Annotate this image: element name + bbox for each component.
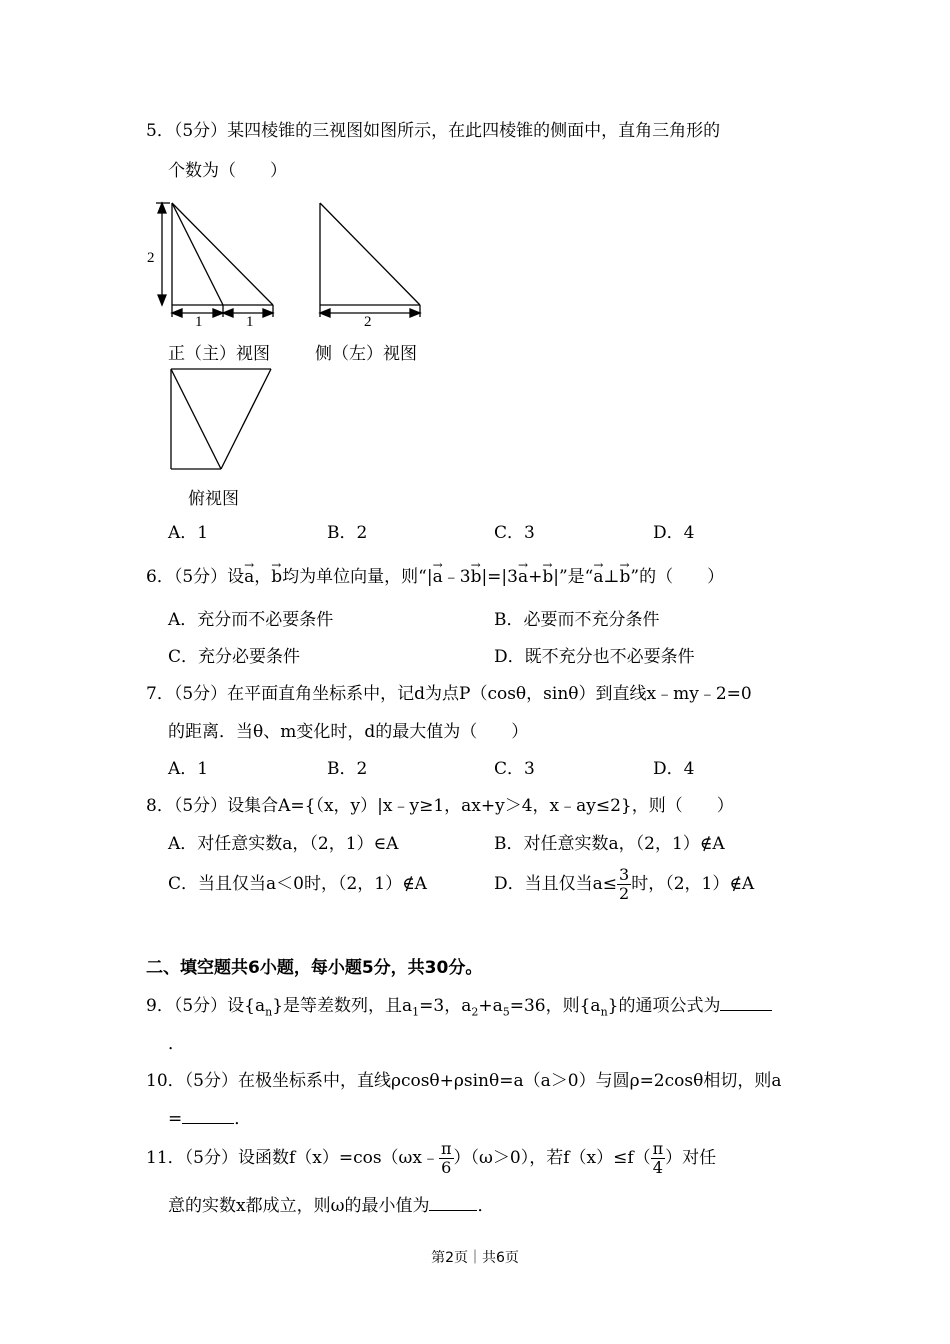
top-view-drawing	[171, 369, 271, 469]
vector-a: → a	[244, 565, 254, 589]
q6-option-c: C．充分必要条件	[168, 647, 301, 667]
q7-stem-line2: 的距离．当θ、m变化时，d的最大值为（ ）	[168, 722, 529, 742]
q8-option-c: C．当且仅当a＜0时，（2，1）∉A	[168, 874, 427, 894]
q6-stem: 6．（5分）设→ a，→ b均为单位向量，则“|→ a﹣3→ b|=|3→ a+→ b|”是“→ a⊥→ b”的（ ）	[146, 565, 724, 589]
front-view-label: 正（主）视图	[168, 344, 270, 364]
dim-front-b-label: 1	[246, 314, 254, 330]
side-view-drawing	[320, 203, 420, 317]
q10-stem-line1: 10．（5分）在极坐标系中，直线ρcosθ+ρsinθ=a（a＞0）与圆ρ=2cosθ相切，则a	[146, 1071, 782, 1091]
answer-blank	[720, 996, 772, 1011]
q6-option-a: A．充分而不必要条件	[168, 610, 334, 630]
q10-stem-line2: = ．	[168, 1109, 252, 1129]
q5-stem-line2: 个数为（ ）	[168, 161, 287, 181]
q5-option-a: A．1	[168, 523, 209, 543]
top-view-label: 俯视图	[188, 489, 239, 509]
answer-blank	[429, 1196, 477, 1211]
vector-b: → b	[271, 565, 282, 589]
q6-option-d: D．既不充分也不必要条件	[494, 647, 695, 667]
side-view-label: 侧（左）视图	[315, 344, 417, 364]
q7-option-b: B．2	[327, 759, 368, 779]
q8-option-a: A．对任意实数a，（2，1）∈A	[168, 834, 399, 854]
fraction-pi-over-4: $\frac{\pi}{4}$	[652, 1139, 664, 1177]
fraction-pi-over-6: $\frac{\pi}{6}$	[441, 1139, 452, 1177]
q9-stem: 9．（5分）设$\{a_n\}$是等差数列，且$a_1=3$，$a_2+a_5=36$，则$\{a_n\}$的通项公式为	[146, 994, 772, 1024]
q7-option-a: A．1	[168, 759, 209, 779]
front-view-drawing	[156, 203, 273, 317]
q8-option-b: B．对任意实数a，（2，1）∉A	[494, 834, 725, 854]
dim-side-label: 2	[364, 314, 372, 330]
q5-three-view-figure	[140, 195, 440, 480]
q5-option-b: B．2	[327, 523, 368, 543]
q11-stem-line1: 11．（5分）设函数f（x）=cos（ωx﹣ $\frac{\pi}{6}$ ）（ω＞0），若f（x）≤f（ $\frac{\pi}{4}$ ）对任	[146, 1139, 717, 1177]
q5-option-d: D．4	[653, 523, 695, 543]
q5-stem-line1: 5．（5分）某四棱锥的三视图如图所示，在此四棱锥的侧面中，直角三角形的	[146, 121, 721, 141]
q8-stem: 8．（5分）设集合A={（x，y）|x﹣y≥1，ax+y＞4，x﹣ay≤2}，则（ ）	[146, 796, 734, 816]
page-footer: 第2页｜共6页	[431, 1250, 519, 1266]
q7-option-c: C．3	[494, 759, 535, 779]
q7-option-d: D．4	[653, 759, 695, 779]
q5-option-c: C．3	[494, 523, 535, 543]
q7-stem-line1: 7．（5分）在平面直角坐标系中，记d为点P（cosθ，sinθ）到直线x﹣my﹣2=0	[146, 684, 752, 704]
q8-option-d: D．当且仅当a≤ $\frac{3}{2}$ 时，（2，1）∉A	[494, 865, 755, 903]
q9-stem-line2: ．	[168, 1034, 185, 1054]
q6-option-b: B．必要而不充分条件	[494, 610, 660, 630]
answer-blank	[182, 1109, 234, 1124]
fraction-three-halves: $\frac{3}{2}$	[619, 865, 630, 903]
dim-height-label: 2	[147, 250, 155, 266]
dim-front-a-label: 1	[195, 314, 203, 330]
q11-stem-line2: 意的实数x都成立，则ω的最小值为 ．	[168, 1196, 495, 1216]
section-2-heading: 二、填空题共6小题，每小题5分，共30分。	[146, 958, 483, 978]
